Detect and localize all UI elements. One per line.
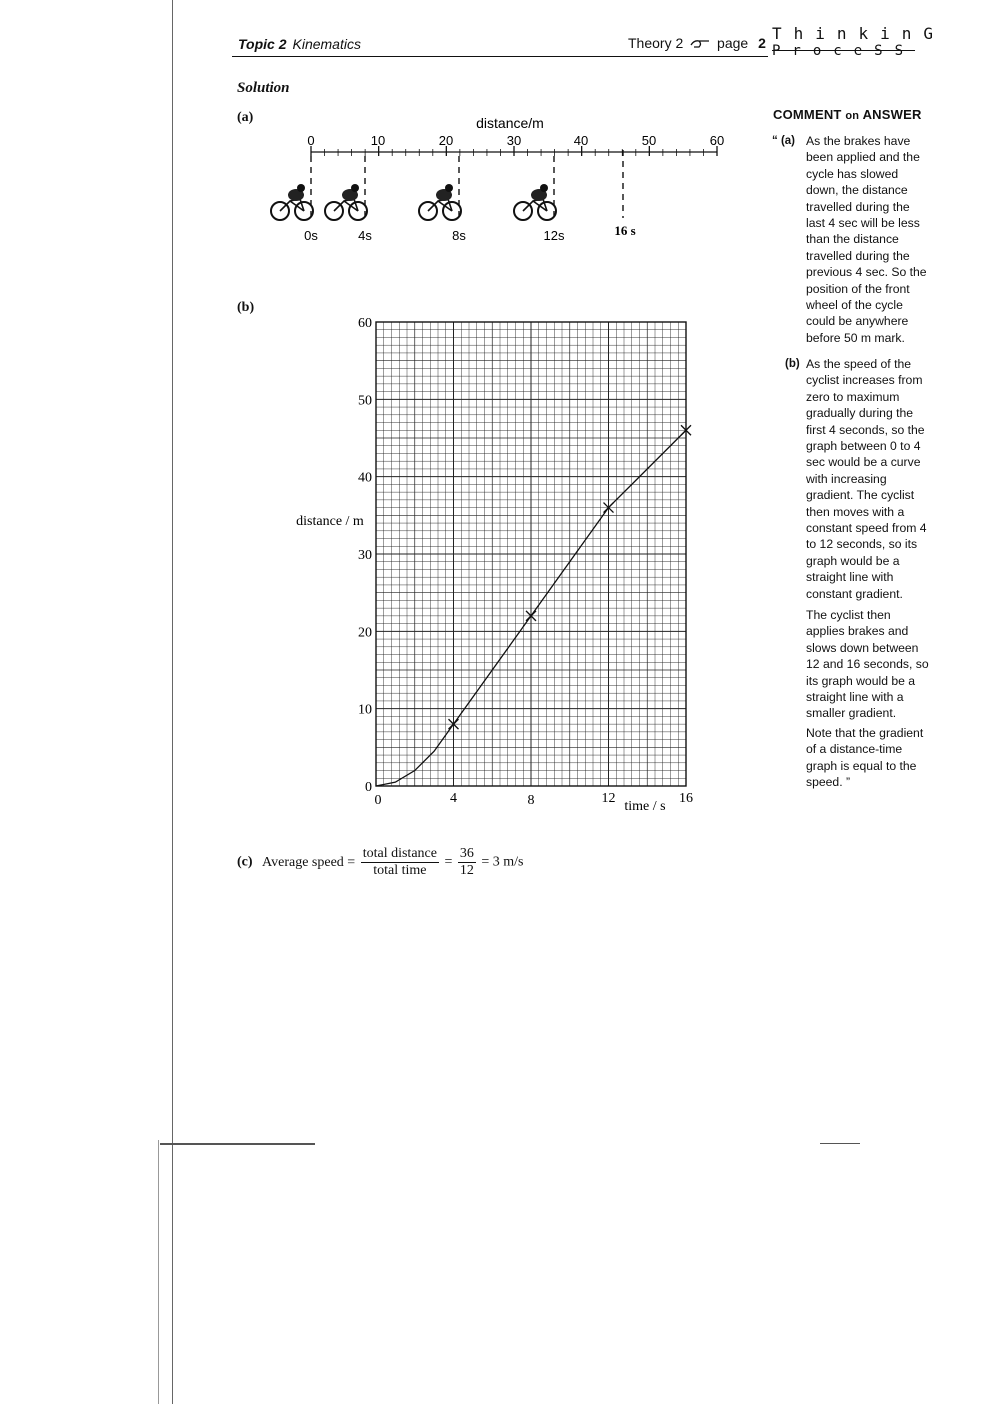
comment-heading: [773, 107, 922, 122]
comment-b-tag: (b): [785, 358, 800, 370]
topic-number: Topic 2: [238, 36, 287, 52]
part-c-label: (c): [237, 854, 253, 870]
comment-part-b-note: Note that the gradient of a distance-time graph is equal to the speed. ”: [806, 726, 924, 790]
time-label-8s: 8s: [452, 228, 466, 243]
formula-denominator: total time: [373, 863, 427, 878]
solution-heading: Solution: [237, 80, 290, 96]
y-axis-tick-labels: [358, 316, 372, 795]
scale-label-60: 60: [709, 133, 725, 148]
x-tick-label: 8: [527, 793, 535, 808]
topic-name: Kinematics: [292, 36, 361, 52]
x-tick-label: 16: [679, 791, 693, 806]
comment-part-a: [772, 133, 930, 346]
comment-b-text: As the speed of the cyclist increases from zero to maximum gradually during the first 4 seconds, so the graph between 0 to 4 sec would be a curve with increasing gradient. The cyclist then moves with a constant speed from 4 to 12 seconds, so its graph would be a straight line with constant gradient.: [806, 357, 927, 601]
y-tick-label: 10: [358, 702, 372, 718]
x-tick-label: 12: [601, 791, 616, 806]
y-tick-label: 0: [365, 780, 372, 795]
page-label: page: [717, 35, 749, 51]
y-tick-label: 30: [358, 548, 372, 563]
formula-fraction-words: [361, 846, 439, 879]
part-a-label: (a): [237, 110, 254, 125]
scale-label-0: 0: [307, 133, 315, 148]
y-tick-label: 60: [358, 316, 372, 331]
comment-part-b-brakes: The cyclist then applies brakes and slows down between 12 and 16 seconds, so its graph would be a straight line with a smaller gradient.: [806, 608, 929, 721]
brand-logo-top: ThinkinG: [772, 24, 946, 43]
formula-equals: =: [444, 854, 453, 870]
formula-numerator: total distance: [362, 846, 437, 861]
page-number: 2: [758, 35, 766, 51]
brand-logo-bottom: ProceSS: [772, 43, 916, 59]
page-edge-line: [158, 1140, 159, 1404]
time-label-4s: 4s: [358, 228, 372, 243]
y-tick-label: 40: [358, 470, 372, 486]
comment-a-tag: “ (a): [772, 135, 795, 147]
formula-result: = 3 m/s: [481, 854, 524, 870]
scale-label-10: 10: [370, 133, 386, 148]
x-tick-label: 0: [374, 793, 382, 808]
theory-label: Theory 2: [628, 35, 684, 51]
x-axis-label: time / s: [624, 799, 666, 814]
x-tick-label: 4: [450, 791, 457, 806]
scale-label-20: 20: [438, 133, 454, 148]
average-speed-formula: [237, 846, 524, 879]
time-label-16s: 16 s: [614, 223, 636, 238]
scale-label-40: 40: [573, 133, 589, 148]
comment-title: COMMENT: [773, 107, 842, 122]
comment-title-on: on: [845, 110, 860, 122]
scale-label-30: 30: [506, 133, 522, 148]
page-fold-line: [820, 1143, 860, 1144]
time-label-0s: 0s: [304, 228, 318, 243]
formula-value-numerator: 36: [459, 846, 474, 861]
distance-time-graph: [0, 0, 760, 830]
comment-a-text: As the brakes have been applied and the cycle has slowed down, the distance travelled during the last 4 sec will be less than the distance travelled during the previous 4 sec. So the position of the front wheel of the cycle could be anywhere before 50 m mark.: [806, 134, 927, 345]
part-b-label: (b): [237, 300, 255, 315]
formula-lead: Average speed =: [262, 854, 356, 870]
y-axis-label: distance / m: [296, 514, 364, 529]
comment-part-b: [785, 356, 930, 602]
formula-value-denominator: 12: [459, 863, 474, 878]
page-fold-line: [160, 1143, 315, 1145]
y-tick-label: 20: [358, 625, 372, 641]
y-tick-label: 50: [358, 393, 372, 409]
time-label-12s: 12s: [543, 228, 565, 243]
comment-title-answer: ANSWER: [862, 107, 922, 122]
distance-axis-title: distance/m: [476, 115, 544, 131]
scale-label-50: 50: [641, 133, 657, 148]
formula-fraction-values: [458, 846, 476, 879]
